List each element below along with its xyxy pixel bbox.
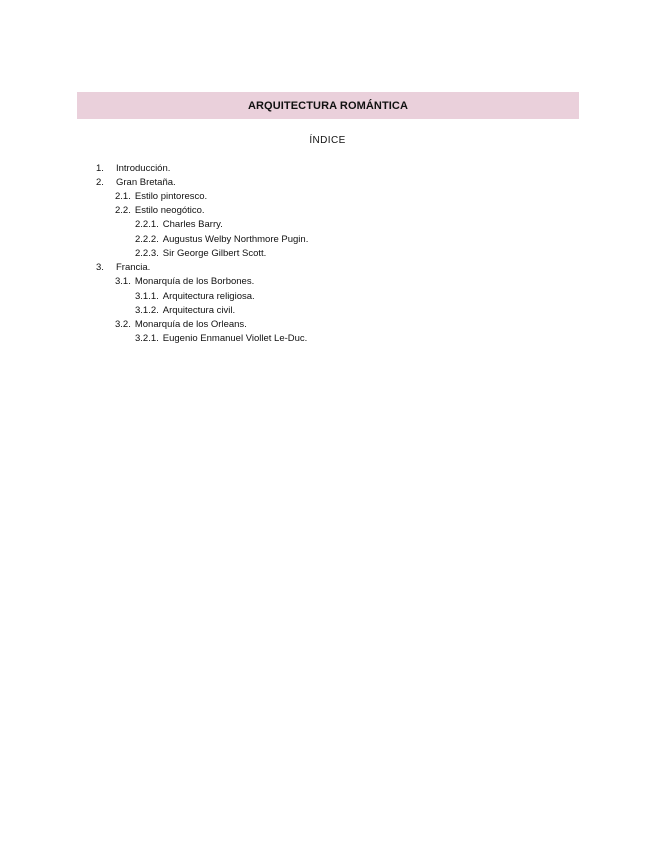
toc-item-number: 2.2.3. [135, 248, 159, 259]
toc-item-label: Gran Bretaña. [116, 177, 176, 188]
toc-item [96, 176, 176, 190]
toc-item [115, 275, 254, 289]
toc-item-number: 3.1.2. [135, 305, 159, 316]
toc-item-number: 2.2. [115, 205, 131, 216]
toc-item-label: Monarquía de los Orleans. [134, 319, 247, 330]
toc-item-number: 2.1. [115, 191, 131, 202]
toc-item-number: 1. [96, 163, 104, 174]
toc-item-number: 2.2.1. [135, 219, 159, 230]
toc-item [115, 190, 207, 204]
toc-item-label: Francia. [116, 262, 151, 273]
toc-item-label: Estilo pintoresco. [134, 191, 208, 202]
toc-item-number: 3.2. [115, 319, 131, 330]
toc-item-label: Arquitectura religiosa. [162, 291, 255, 302]
toc-item [135, 290, 255, 304]
toc-item-number: 2. [96, 177, 104, 188]
toc-item [135, 332, 307, 346]
toc-item-number: 3.2.1. [135, 333, 159, 344]
toc-item-label: Introducción. [116, 163, 171, 174]
toc-item [115, 204, 205, 218]
index-heading: ÍNDICE [309, 135, 346, 146]
toc-item-label: Charles Barry. [162, 219, 223, 230]
toc-item [135, 247, 266, 261]
toc-item [96, 261, 150, 275]
toc-item-number: 3.1.1. [135, 291, 159, 302]
title-banner [77, 92, 579, 119]
toc-item-label: Arquitectura civil. [162, 305, 236, 316]
toc-item-label: Estilo neogótico. [134, 205, 205, 216]
toc-item [135, 304, 235, 318]
toc-item-number: 2.2.2. [135, 234, 159, 245]
toc-item-label: Augustus Welby Northmore Pugin. [162, 234, 309, 245]
document-title: ARQUITECTURA ROMÁNTICA [247, 99, 409, 112]
toc-item-label: Eugenio Enmanuel Viollet Le-Duc. [162, 333, 308, 344]
toc-item-number: 3. [96, 262, 104, 273]
toc-item [135, 218, 223, 232]
toc-item-label: Sir George Gilbert Scott. [162, 248, 267, 259]
toc-item-number: 3.1. [115, 276, 131, 287]
toc-item-label: Monarquía de los Borbones. [134, 276, 255, 287]
toc-item [135, 233, 308, 247]
toc-item [115, 318, 247, 332]
toc-item [96, 162, 170, 176]
